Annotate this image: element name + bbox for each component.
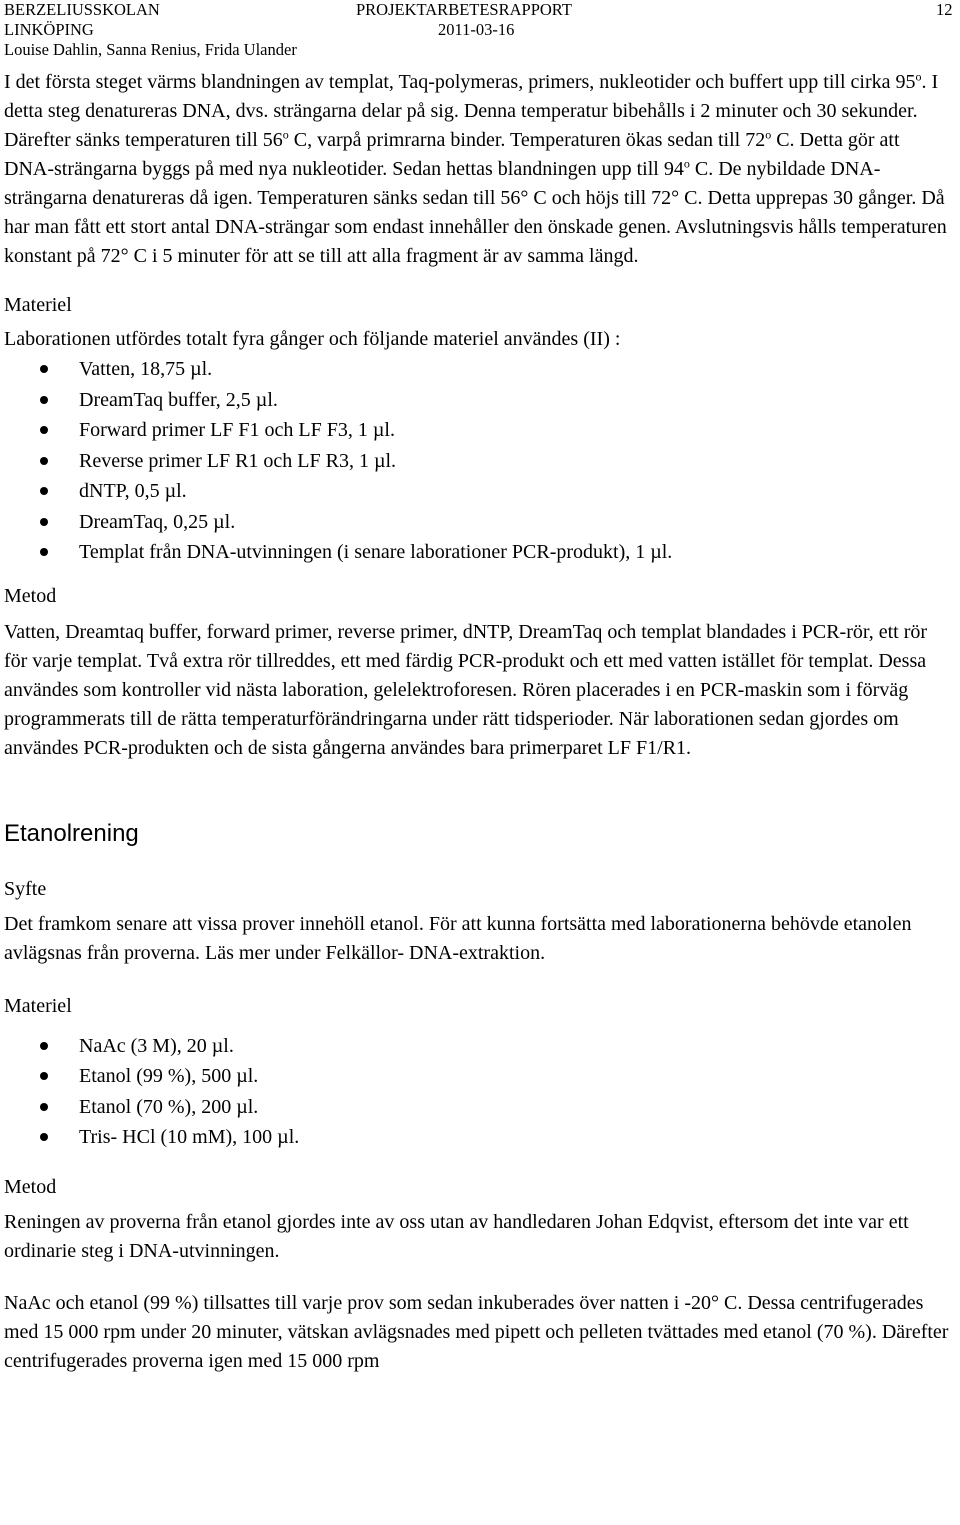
header-report-type: PROJEKTARBETESRAPPORT	[356, 0, 572, 19]
etanol-metod-paragraph-1: Reningen av proverna från etanol gjordes inte av oss utan av handledaren Johan Edqvist, eftersom det inte var ett ordinarie steg i DNA-utvinningen.	[4, 1210, 909, 1262]
etanol-metod-paragraph-2: NaAc och etanol (99 %) tillsattes till varje prov som sedan inkuberades över natten i -20° C. Dessa centrifugerades med 15 000 rpm under 20 minuter, vätskan avlägsnades med pipett och pelleten tvättades med etanol (70 %). Därefter centrifugerades proverna igen med 15 000 rpm	[4, 1291, 949, 1372]
pcr-materiel-list	[4, 354, 952, 568]
bullet-icon	[40, 548, 48, 556]
list-item: Reverse primer LF R1 och LF R3, 1 µl.	[4, 446, 952, 477]
etanolrening-title: Etanolrening	[4, 819, 139, 847]
bullet-icon	[40, 1072, 48, 1080]
list-item: Forward primer LF F1 och LF F3, 1 µl.	[4, 415, 952, 446]
list-item: Templat från DNA-utvinningen (i senare laborationer PCR-produkt), 1 µl.	[4, 537, 952, 568]
etanol-syfte-paragraph: Det framkom senare att vissa prover innehöll etanol. För att kunna fortsätta med laborationerna behövde etanolen avlägsnas från proverna. Läs mer under Felkällor- DNA-extraktion.	[4, 912, 912, 964]
header-date: 2011-03-16	[438, 20, 515, 39]
pcr-materiel-intro: Laborationen utfördes totalt fyra gånger och följande materiel användes (II) :	[4, 328, 621, 350]
list-item: NaAc (3 M), 20 µl.	[4, 1031, 952, 1062]
pcr-metod-heading: Metod	[4, 584, 57, 607]
bullet-icon	[40, 365, 48, 373]
list-item: Etanol (70 %), 200 µl.	[4, 1092, 952, 1123]
bullet-icon	[40, 1133, 48, 1141]
list-item: Etanol (99 %), 500 µl.	[4, 1061, 952, 1092]
header-authors: Louise Dahlin, Sanna Renius, Frida Ulander	[4, 40, 297, 59]
list-item: DreamTaq, 0,25 µl.	[4, 507, 952, 538]
bullet-icon	[40, 426, 48, 434]
header-page-number: 12	[936, 0, 953, 19]
etanol-materiel-heading: Materiel	[4, 994, 72, 1017]
etanol-metod-heading: Metod	[4, 1175, 57, 1198]
bullet-icon	[40, 487, 48, 495]
pcr-steps-paragraph: I det första steget värms blandningen av templat, Taq-polymeras, primers, nukleotider och buffert upp till cirka 95$^o$. I detta steg denatureras DNA, dvs. strängarna delar på sig. Denna temperatur bibehålls i 2 minuter och 30 sekunder. Därefter sänks temperaturen till 56$^o$ C, varpå primrarna binder. Temperaturen ökas sedan till 72$^o$ C. Detta gör att DNA-strängarna byggs på med nya nukleotider. Sedan hettas blandningen upp till 94$^o$ C. De nybildade DNA-strängarna denatureras då igen. Temperaturen sänks sedan till 56° C och höjs till 72° C. Detta upprepas 30 gånger. Då har man fått ett stort antal DNA-strängar som endast innehåller den önskade genen. Avslutningsvis hålls temperaturen konstant på 72° C i 5 minuter för att se till att alla fragment är av samma längd.	[4, 69, 947, 267]
list-item: dNTP, 0,5 µl.	[4, 476, 952, 507]
header-school: BERZELIUSSKOLAN	[4, 0, 160, 19]
page-header	[4, 0, 956, 60]
list-item: Tris- HCl (10 mM), 100 µl.	[4, 1122, 952, 1153]
list-item: Vatten, 18,75 µl.	[4, 354, 952, 385]
page-body	[4, 68, 952, 1376]
bullet-icon	[40, 396, 48, 404]
header-city: LINKÖPING	[4, 20, 94, 39]
pcr-materiel-heading: Materiel	[4, 294, 72, 316]
bullet-icon	[40, 457, 48, 465]
list-item: DreamTaq buffer, 2,5 µl.	[4, 385, 952, 416]
pcr-metod-paragraph: Vatten, Dreamtaq buffer, forward primer, reverse primer, dNTP, DreamTaq och templat blandades i PCR-rör, ett rör för varje templat. Två extra rör tillreddes, ett med färdig PCR-produkt och ett med vatten istället för templat. Dessa användes som kontroller vid nästa laboration, gelelektroforesen. Rören placerades i en PCR-maskin som i förväg programmerats till de rätta temperaturförändringarna under rätt tidsperioder. När laborationen sedan gjordes om användes PCR-produkten och de sista gångerna användes bara primerparet LF F1/R1.	[4, 620, 928, 759]
etanol-materiel-list	[4, 1031, 952, 1153]
bullet-icon	[40, 1103, 48, 1111]
bullet-icon	[40, 518, 48, 526]
bullet-icon	[40, 1042, 48, 1050]
etanol-syfte-heading: Syfte	[4, 877, 47, 900]
